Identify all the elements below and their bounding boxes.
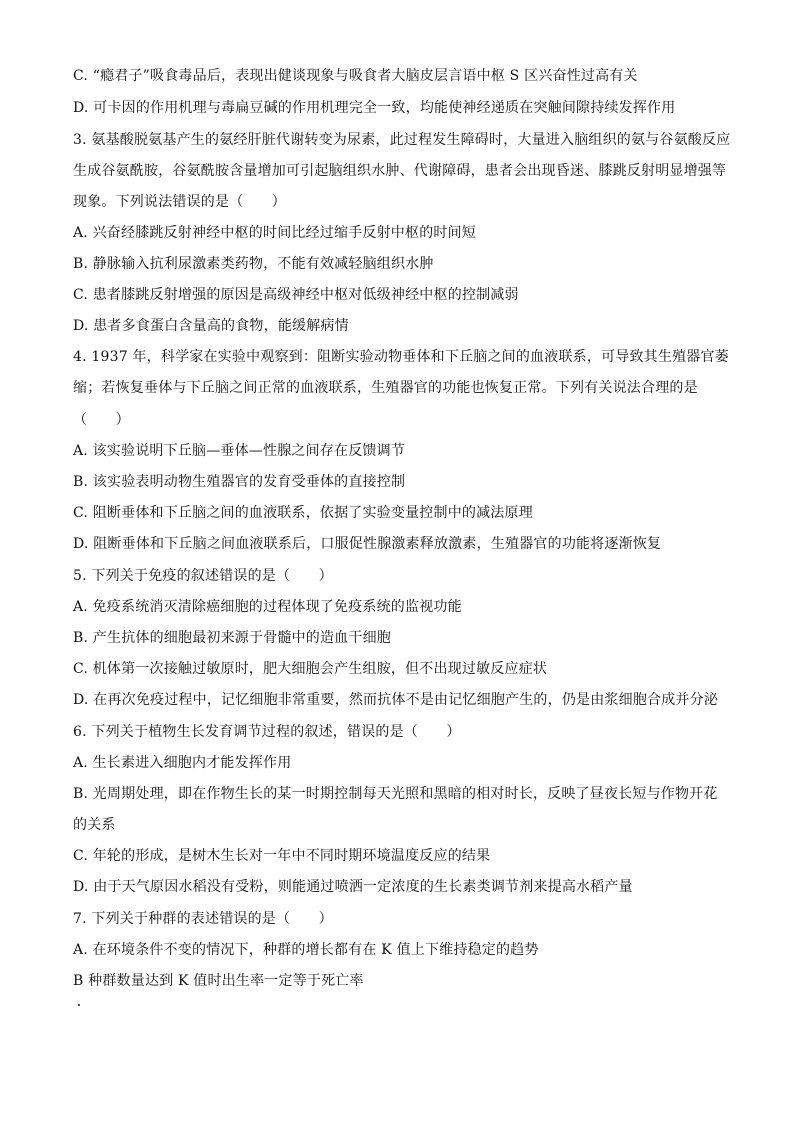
text-line: （ ） — [73, 412, 130, 428]
question-6-stem: 6. 下列关于植物生长发育调节过程的叙述，错误的是（ ） — [73, 724, 461, 740]
question-5-stem: 5. 下列关于免疫的叙述错误的是（ ） — [73, 568, 333, 584]
option-a: A. 免疫系统消灭清除癌细胞的过程体现了免疫系统的监视功能 — [73, 599, 462, 615]
option-b: B. 该实验表明动物生殖器官的发育受垂体的直接控制 — [73, 474, 406, 490]
text-line: D. 可卡因的作用机理与毒扁豆碱的作用机理完全一致，均能使神经递质在突触间隙持续发挥作用 — [73, 100, 676, 116]
question-7-stem: 7. 下列关于种群的表述错误的是（ ） — [73, 911, 333, 927]
option-b: B. 静脉输入抗利尿激素类药物，不能有效减轻脑组织水肿 — [73, 256, 434, 272]
text-line: 现象。下列说法错误的是（ ） — [73, 194, 286, 210]
option-c: C. 机体第一次接触过敏原时，肥大细胞会产生组胺，但不出现过敏反应症状 — [73, 661, 548, 677]
option-b: B. 产生抗体的细胞最初来源于骨髓中的造血干细胞 — [73, 630, 391, 646]
option-c: C. 患者膝跳反射增强的原因是高级神经中枢对低级神经中枢的控制减弱 — [73, 287, 519, 303]
question-3-stem: 3. 氨基酸脱氨基产生的氨经肝脏代谢转变为尿素，此过程发生障碍时，大量进入脑组织的氨与谷氨酸反应 — [73, 132, 731, 148]
text-line: 的关系 — [73, 817, 116, 833]
text-line: C. “瘾君子”吸食毒品后，表现出健谈现象与吸食者大脑皮层言语中枢 S 区兴奋性过高有关 — [73, 68, 638, 84]
option-a: A. 生长素进入细胞内才能发挥作用 — [73, 755, 292, 771]
text-line: 缩；若恢复垂体与下丘脑之间正常的血液联系，生殖器官的功能也恢复正常。下列有关说法合理的是 — [73, 380, 698, 396]
option-a: A. 兴奋经膝跳反射神经中枢的时间比经过缩手反射中枢的时间短 — [73, 225, 477, 241]
text-line: 生成谷氨酰胺，谷氨酰胺含量增加可引起脑组织水肿、代谢障碍，患者会出现昏迷、膝跳反射明显增强等 — [73, 163, 727, 179]
option-a: A. 该实验说明下丘脑—垂体—性腺之间存在反馈调节 — [73, 443, 406, 459]
question-4-stem: 4. 1937 年，科学家在实验中观察到：阻断实验动物垂体和下丘脑之间的血液联系，可导致其生殖器官萎 — [73, 349, 729, 365]
option-c: C. 阻断垂体和下丘脑之间的血液联系，依据了实验变量控制中的减法原理 — [73, 505, 533, 521]
option-c: C. 年轮的形成，是树木生长对一年中不同时期环境温度反应的结果 — [73, 848, 491, 864]
option-d: D. 在再次免疫过程中，记忆细胞非常重要，然而抗体不是由记忆细胞产生的，仍是由浆细胞合成并分泌 — [73, 692, 719, 708]
option-b: B. 光周期处理，即在作物生长的某一时期控制每天光照和黑暗的相对时长，反映了昼夜长短与作物开花 — [73, 786, 718, 802]
option-d: D. 阻断垂体和下丘脑之间血液联系后，口服促性腺激素释放激素，生殖器官的功能将逐渐恢复 — [73, 536, 662, 552]
option-b: B 种群数量达到 K 值时出生率一定等于死亡率 — [73, 973, 364, 989]
option-d: D. 患者多食蛋白含量高的食物，能缓解病情 — [73, 318, 349, 334]
option-d: D. 由于天气原因水稻没有受粉，则能通过喷洒一定浓度的生长素类调节剂来提高水稻产量 — [73, 879, 633, 895]
option-a: A. 在环境条件不变的情况下，种群的增长都有在 K 值上下维持稳定的趋势 — [73, 942, 539, 958]
stray-mark — [78, 1004, 80, 1006]
